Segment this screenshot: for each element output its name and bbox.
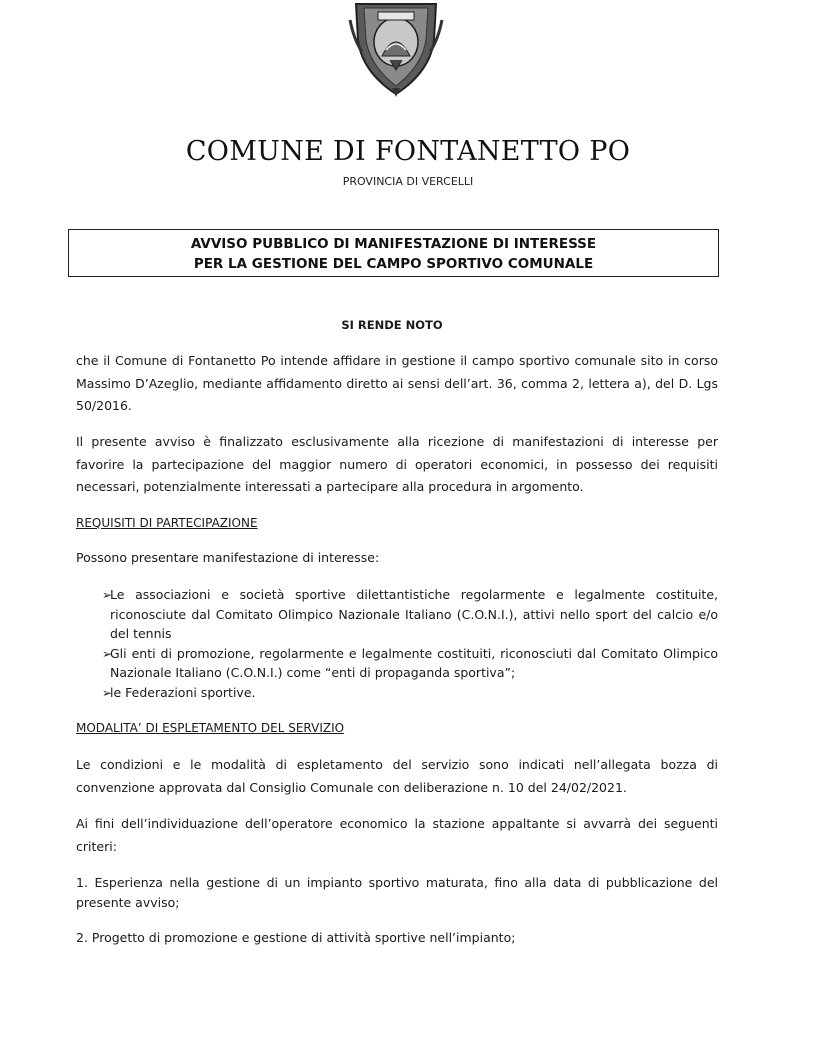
- list-item: [76, 644, 718, 683]
- province-subtitle: PROVINCIA DI VERCELLI: [342, 175, 474, 188]
- requisiti-heading: REQUISITI DI PARTECIPAZIONE: [76, 516, 258, 530]
- requisiti-lead: Possono presentare manifestazione di interesse:: [76, 550, 380, 565]
- town-title: COMUNE DI FONTANETTO PO: [185, 136, 631, 167]
- list-item-text: le Federazioni sportive.: [110, 684, 256, 700]
- notice-title-box: [68, 229, 719, 277]
- si-rende-noto-heading: SI RENDE NOTO: [341, 318, 443, 332]
- criterion-1: 1. Esperienza nella gestione di un impianto sportivo maturata, fino alla data di pubblicazione del presente avviso;: [76, 875, 718, 910]
- criteria-lead-paragraph: Ai fini dell’individuazione dell’operatore economico la stazione appaltante si avvarrà dei seguenti criteri:: [76, 816, 718, 854]
- intro-paragraph: che il Comune di Fontanetto Po intende affidare in gestione il campo sportivo comunale sito in corso Massimo D’Azeglio, mediante affidamento diretto ai sensi dell’art. 36, comma 2, lettera a), del D. Lgs 50/2016.: [76, 353, 718, 413]
- arrow-bullet-icon: ➢: [102, 646, 113, 661]
- modalita-heading: MODALITA’ DI ESPLETAMENTO DEL SERVIZIO: [76, 721, 345, 735]
- list-item: [76, 585, 718, 644]
- list-item: [76, 683, 718, 703]
- purpose-paragraph: Il presente avviso è finalizzato esclusivamente alla ricezione di manifestazioni di interesse per favorire la partecipazione del maggior numero di operatori economici, in possesso dei requisiti necessari, potenzialmente interessati a partecipare alla procedura in argomento.: [76, 434, 718, 494]
- list-item-text: Le associazioni e società sportive dilettantistiche regolarmente e legalmente costituite, riconosciute dal Comitato Olimpico Nazionale Italiano (C.O.N.I.), attivi nello sport del calcio e/o del tennis: [110, 587, 718, 641]
- arrow-bullet-icon: ➢: [102, 685, 113, 700]
- list-item-text: Gli enti di promozione, regolarmente e legalmente costituiti, riconosciuti dal Comitato Olimpico Nazionale Italiano (C.O.N.I.) come “enti di propaganda sportiva”;: [110, 645, 718, 680]
- criterion-2: 2. Progetto di promozione e gestione di attività sportive nell’impianto;: [76, 930, 516, 945]
- notice-title-line-2: PER LA GESTIONE DEL CAMPO SPORTIVO COMUNALE: [193, 256, 594, 272]
- notice-title-line-1: AVVISO PUBBLICO DI MANIFESTAZIONE DI INTERESSE: [190, 236, 597, 252]
- municipal-crest-icon: [348, 0, 444, 98]
- requisiti-list: [76, 585, 718, 702]
- arrow-bullet-icon: ➢: [102, 588, 113, 602]
- conditions-paragraph: Le condizioni e le modalità di espletamento del servizio sono indicati nell’allegata bozza di convenzione approvata dal Consiglio Comunale con deliberazione n. 10 del 24/02/2021.: [76, 757, 718, 795]
